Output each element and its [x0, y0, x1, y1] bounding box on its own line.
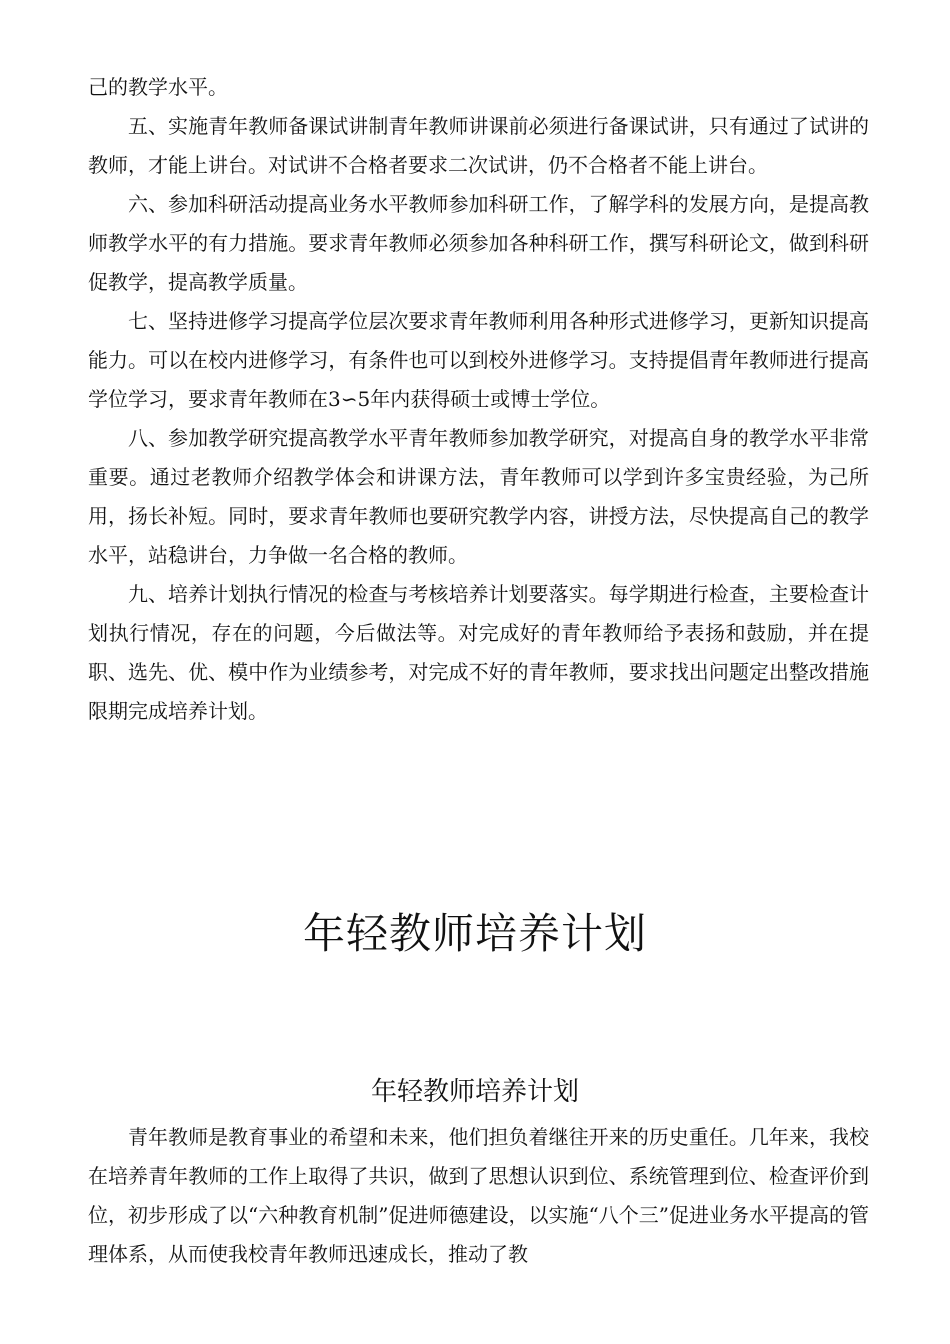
- section-title: 年轻教师培养计划: [370, 1077, 579, 1107]
- intro-section: [88, 1118, 869, 1274]
- paragraph-item-9: 九、培养计划执行情况的检查与考核培养计划要落实。每学期进行检查，主要检查计划执行情况，存在的问题，今后做法等。对完成好的青年教师给予表扬和鼓励，并在提职、选先、优、模中作为业绩参考，对完成不好的青年教师，要求找出问题定出整改措施限期完成培养计划。: [88, 582, 869, 723]
- intro-paragraph: 青年教师是教育事业的希望和未来，他们担负着继往开来的历史重任。几年来，我校在培养青年教师的工作上取得了共识，做到了思想认识到位、系统管理到位、检查评价到位，初步形成了以“六种教育机制”促进师德建设，以实施“八个三”促进业务水平提高的管理体系，从而使我校青年教师迅速成长，推动了教: [88, 1125, 869, 1266]
- paragraph-item-6: 六、参加科研活动提高业务水平教师参加科研工作，了解学科的发展方向，是提高教师教学水平的有力措施。要求青年教师必须参加各种科研工作，撰写科研论文，做到科研促教学，提高教学质量。: [88, 192, 869, 294]
- page-title: 年轻教师培养计划: [302, 909, 647, 958]
- paragraph-item-8: 八、参加教学研究提高教学水平青年教师参加教学研究，对提高自身的教学水平非常重要。通过老教师介绍教学体会和讲课方法，青年教师可以学到许多宝贵经验，为己所用，扬长补短。同时，要求青年教师也要研究教学内容，讲授方法，尽快提高自己的教学水平，站稳讲台，力争做一名合格的教师。: [88, 426, 869, 567]
- paragraph-item-7: 七、坚持进修学习提高学位层次要求青年教师利用各种形式进修学习，更新知识提高能力。可以在校内进修学习，有条件也可以到校外进修学习。支持提倡青年教师进行提高学位学习，要求青年教师在3∽5年内获得硕士或博士学位。: [88, 309, 869, 411]
- paragraph-item-5: 五、实施青年教师备课试讲制青年教师讲课前必须进行备课试讲，只有通过了试讲的教师，才能上讲台。对试讲不合格者要求二次试讲，仍不合格者不能上讲台。: [88, 114, 869, 177]
- top-text-section: [88, 68, 869, 731]
- continuation-line: 己的教学水平。: [88, 75, 228, 99]
